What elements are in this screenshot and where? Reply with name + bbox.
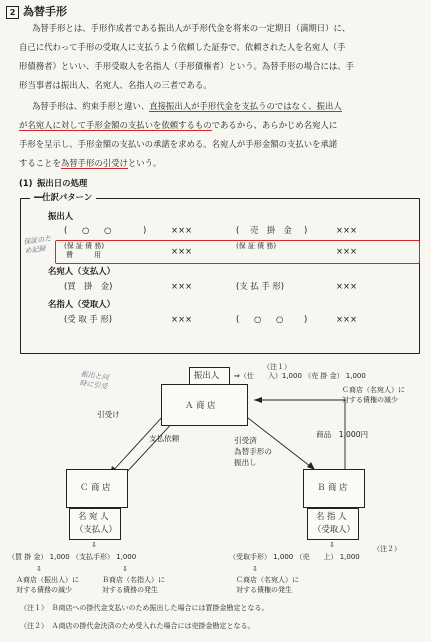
drawer-title: 振出人 (48, 211, 74, 221)
section-title: 為替手形 (23, 5, 67, 18)
subsection-title: 振出日の処理 (37, 178, 88, 188)
drawer-row2-account1b: 費 用 (66, 251, 101, 259)
drawee-label-1: 名 宛 人 (78, 511, 109, 521)
intro-line-1: 為替手形とは、手形作成者である振出人が手形代金を将来の一定期日（満期日）に、 (32, 23, 351, 33)
para2-text: であるから、あらかじめ名宛人に (211, 120, 338, 130)
draft-issue-1: 引受済 (234, 436, 257, 445)
highlight-underline: 直接振出人が手形代金を支払うのではなく、振出人 (149, 101, 342, 111)
para2-text: という。 (127, 158, 162, 168)
c-note-4: 対する債務の発生 (102, 586, 158, 594)
payee-title: 名指人（受取人） (48, 299, 115, 309)
c-note-1: Ａ商店（振出人）に (16, 576, 79, 584)
drawer-row1-rp: ) (143, 225, 147, 235)
c-entry-arrow-2: ⇩ (122, 565, 128, 573)
drawer-row1-rp2: ) (304, 225, 308, 235)
footnote-1: （注１） Ｂ商店への掛代金支払いのため振出した場合には買掛金勘定となる。 (20, 604, 269, 612)
payee-c1: ○ (254, 314, 262, 324)
store-c-label: Ｃ 商 店 (80, 482, 111, 492)
drawee-label-2: （支払人） (75, 524, 117, 534)
drawee-title: 名宛人（支払人） (48, 266, 115, 276)
section-number: 2 (6, 6, 19, 19)
payee-amount2: ××× (336, 314, 358, 324)
drawer-row1-lp: ( (64, 225, 68, 235)
drawer-sub1: Ｃ商店（名宛人）に (342, 386, 405, 394)
drawer-row1-c2: ○ (104, 225, 112, 235)
footnote-2: （注２） Ａ商店の掛代金決済のため受入れた場合には売掛金勘定となる。 (20, 622, 255, 630)
journal-pattern-title: ━━仕訳パターン (30, 191, 96, 203)
para2-line-1 (32, 101, 342, 112)
c-note-2: 対する債務の減少 (16, 586, 72, 594)
b-note-1: Ｃ商店（名宛人）に (236, 576, 299, 584)
drawer-entry: ⇒（仕 入）1,000 （売 掛 金） 1,000 (234, 372, 366, 380)
payee-label-2: （受取人） (313, 524, 355, 534)
para2-line-4 (19, 158, 161, 169)
drawer-row2-amount1: ××× (171, 246, 193, 256)
intro-line-3: 形債務者）といい、手形受取人を名指人（手形債権者）という。為替手形の場合には、手 (19, 61, 354, 71)
drawer-row1-amount2: ××× (336, 225, 358, 235)
store-a-label: Ａ 商 店 (185, 400, 216, 410)
drawer-row1-amount1: ××× (171, 225, 193, 235)
drawer-row2-account2a: (保 証 債 務) (236, 242, 277, 250)
draft-issue-3: 振出し (234, 458, 257, 467)
para2-text: 為替手形は、約束手形と違い、 (32, 101, 150, 111)
intro-line-2: 自己に代わって手形の受取人に支払うよう依頼した証券で、依頼された人を名宛人（手 (19, 42, 346, 52)
drawer-row1-lp2: ( (236, 225, 240, 235)
c-entry-arrow-1: ⇩ (36, 565, 42, 573)
handwritten-note-guarantee: 保証のため記録 (22, 234, 52, 256)
arrow-down-c: ⇩ (91, 541, 97, 549)
payee-account2-lp: ( (236, 314, 240, 324)
drawee-account1: (買 掛 金) (64, 281, 113, 291)
subsection-number: (1) (19, 178, 33, 188)
payment-request-label: 支払依頼 (149, 434, 180, 443)
drawee-amount1: ××× (171, 281, 193, 291)
c-note-3: Ｂ商店（名指人）に (102, 576, 165, 584)
intro-line-4: 形当事者は振出人、名宛人、名指人の三者である。 (19, 80, 212, 90)
goods-label: 商品 1,000円 (316, 430, 369, 439)
drawer-row2-amount2: ××× (336, 246, 358, 256)
drawee-amount2: ××× (336, 281, 358, 291)
drawer-row2-account1a: (保 証 債 務) (64, 242, 105, 250)
c-entry: （買 掛 金） 1,000 （支払手形） 1,000 (8, 553, 137, 561)
drawer-label: 振出人 (194, 370, 220, 380)
drawer-row1-c1: ○ (82, 225, 90, 235)
store-b-label: Ｂ 商 店 (317, 482, 348, 492)
para2-text: することを (19, 158, 61, 168)
drawer-entry-note: （注１） (263, 363, 291, 371)
b-entry-arrow: ⇩ (252, 565, 258, 573)
acceptance-label: 引受け (97, 410, 120, 419)
payee-label-1: 名 指 人 (316, 511, 347, 521)
highlight-underline: が名宛人に対して手形金額の支払いを依頼するもの (19, 120, 212, 130)
handwritten-note-diagram: 振出と同時に引受 (79, 370, 110, 391)
b-entry: （受取手形） 1,000 （売 上） 1,000 (229, 553, 360, 561)
payee-c2: ○ (276, 314, 284, 324)
drawer-sub2: 対する債権の減少 (342, 396, 398, 404)
b-note-2: 対する債権の発生 (236, 586, 292, 594)
b-entry-note: （注２） (373, 545, 401, 553)
payee-account2-rp: ) (304, 314, 308, 324)
para2-line-3: 手形を呈示し、手形金額の支払いの承諾を求める。名宛人が手形金額の支払いを承諾 (19, 139, 338, 149)
drawer-row1-account: 売 掛 金 (250, 225, 292, 235)
arrow-down-b: ⇩ (329, 541, 335, 549)
para2-line-2 (19, 120, 337, 131)
drawee-account2: (支 払 手 形) (236, 281, 285, 291)
payee-account1: (受 取 手 形) (64, 314, 113, 324)
highlight-underline: 為替手形の引受け (60, 158, 128, 168)
draft-issue-2: 為替手形の (234, 447, 272, 456)
payee-amount1: ××× (171, 314, 193, 324)
